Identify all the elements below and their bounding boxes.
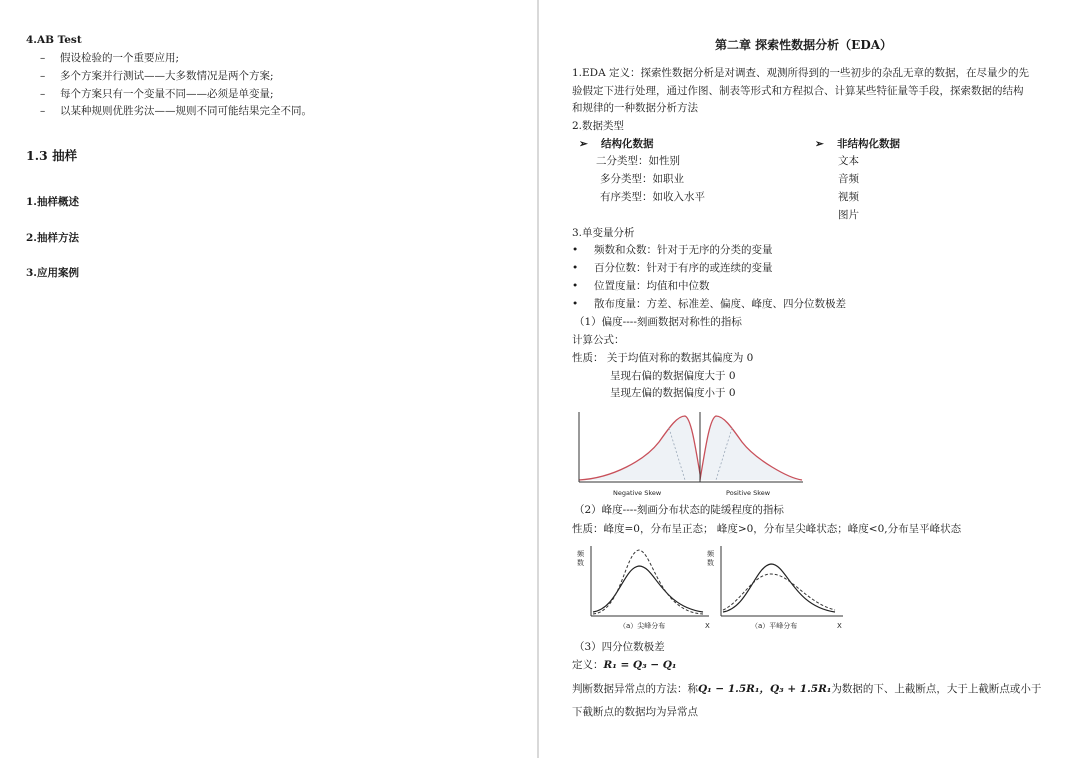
structured-heading: ➢ 结构化数据 <box>579 138 654 150</box>
ab-item-text: 多个方案并行测试——大多数情况是两个方案; <box>60 70 274 82</box>
outlier-rule-line: 下截断点的数据均为异常点 <box>572 706 698 718</box>
unstructured-item: 文本 <box>838 155 859 167</box>
ab-item <box>40 51 179 65</box>
arrow-bullet-icon: ➢ <box>579 138 588 150</box>
ab-test-heading: 4.AB Test <box>26 34 82 46</box>
skewness-property: 呈现左偏的数据偏度小于 0 <box>610 387 736 399</box>
iqr-definition: 定义：R₁ = Q₃ − Q₁ <box>572 659 677 671</box>
y-axis-label-char: 频 <box>707 550 714 558</box>
eda-definition-line: 1.EDA 定义：探索性数据分析是对调查、观测所得到的一些初步的杂乱无章的数据，在尽量少的先 <box>572 67 1030 79</box>
univariate-item: • 频数和众数：针对于无序的分类的变量 <box>572 244 773 256</box>
negative-skew-label: Negative Skew <box>613 489 662 497</box>
unstructured-item: 音频 <box>838 173 859 185</box>
ab-item-text: 每个方案只有一个变量不同——必须是单变量; <box>60 88 274 100</box>
skewness-property: 呈现右偏的数据偏度大于 0 <box>610 370 736 382</box>
ab-item-text: 以某种规则优胜劣汰——规则不同可能结果完全不同。 <box>60 105 312 117</box>
negative-skew-fill <box>579 416 701 480</box>
kurtosis-heading: （2）峰度----刻画分布状态的陡缓程度的指标 <box>574 504 784 516</box>
eda-definition-line: 和规律的一种数据分析方法 <box>572 102 698 114</box>
structured-item: 多分类型：如职业 <box>600 173 684 185</box>
bullet-icon: • <box>572 244 579 256</box>
kurtosis-property: 性质：峰度=0，分布呈正态； 峰度>0，分布呈尖峰状态；峰度<0,分布呈平峰状态 <box>572 523 962 535</box>
leptokurtic-caption: （a）尖峰分布 <box>619 622 666 630</box>
skewness-figure <box>573 404 803 500</box>
unstructured-item: 图片 <box>838 209 859 221</box>
kurtosis-figure <box>573 540 853 634</box>
y-axis-label-char: 数 <box>707 559 714 567</box>
outlier-formula: Q₁ − 1.5R₁，Q₃ + 1.5R₁ <box>698 683 832 695</box>
unstructured-item: 视频 <box>838 191 859 203</box>
ab-item-text: 假设检验的一个重要应用; <box>60 52 180 64</box>
bullet-icon: • <box>572 298 579 310</box>
left-page <box>0 0 537 758</box>
sub-item-cases: 3.应用案例 <box>26 267 79 279</box>
skewness-heading: （1）偏度----刻画数据对称性的指标 <box>574 316 742 328</box>
dash-icon: – <box>40 105 46 117</box>
dash-icon: – <box>40 52 46 64</box>
x-axis-label: X <box>705 622 710 630</box>
y-axis-label-char: 频 <box>577 550 584 558</box>
eda-definition-line: 验假定下进行处理，通过作图、制表等形式和方程拟合、计算某些特征量等手段，探索数据的结构 <box>572 85 1024 97</box>
structured-item: 二分类型：如性别 <box>596 155 680 167</box>
section-title: 1.3 抽样 <box>26 148 78 163</box>
leptokurtic-peaked-curve <box>593 550 703 614</box>
univariate-item: • 百分位数：针对于有序的或连续的变量 <box>572 262 773 274</box>
structured-item: 有序类型：如收入水平 <box>600 191 705 203</box>
platykurtic-normal-curve <box>723 564 835 612</box>
ab-item <box>40 104 312 118</box>
iqr-formula: R₁ = Q₃ − Q₁ <box>603 659 677 671</box>
dash-icon: – <box>40 88 46 100</box>
univariate-item: • 散布度量：方差、标准差、偏度、峰度、四分位数极差 <box>572 298 846 310</box>
chapter-title: 第二章 探索性数据分析（EDA） <box>715 38 893 52</box>
positive-skew-fill <box>700 416 802 480</box>
arrow-bullet-icon: ➢ <box>815 138 824 150</box>
sub-item-overview: 1.抽样概述 <box>26 196 79 208</box>
formula-label: 计算公式： <box>572 334 625 346</box>
right-page <box>539 0 1080 758</box>
dash-icon: – <box>40 70 46 82</box>
platykurtic-flat-curve <box>723 574 835 610</box>
leptokurtic-normal-curve <box>593 566 703 612</box>
positive-skew-label: Positive Skew <box>726 489 771 497</box>
iqr-heading: （3）四分位数极差 <box>574 641 665 653</box>
bullet-icon: • <box>572 262 579 274</box>
y-axis-label-char: 数 <box>577 559 584 567</box>
outlier-rule: 判断数据异常点的方法：称Q₁ − 1.5R₁，Q₃ + 1.5R₁为数据的下、上截断点，大于上截断点或小于 <box>572 683 1042 695</box>
platykurtic-caption: （a）平峰分布 <box>751 622 798 630</box>
skewness-property: 性质： 关于均值对称的数据其偏度为 0 <box>572 352 754 364</box>
ab-item <box>40 87 274 101</box>
univariate-heading: 3.单变量分析 <box>572 227 635 239</box>
ab-item <box>40 69 274 83</box>
univariate-item: • 位置度量：均值和中位数 <box>572 280 710 292</box>
unstructured-heading: ➢ 非结构化数据 <box>815 138 900 150</box>
sub-item-methods: 2.抽样方法 <box>26 232 79 244</box>
data-types-heading: 2.数据类型 <box>572 120 625 132</box>
x-axis-label: X <box>837 622 842 630</box>
bullet-icon: • <box>572 280 579 292</box>
